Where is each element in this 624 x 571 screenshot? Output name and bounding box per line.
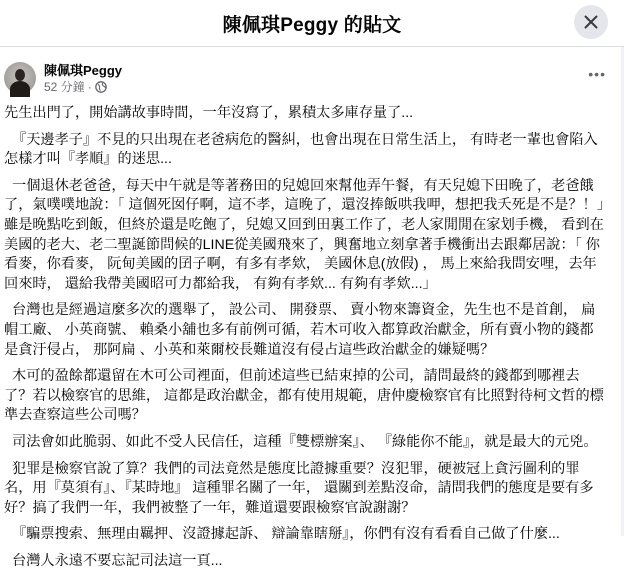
author-name-link[interactable]: 陳佩琪Peggy: [44, 62, 123, 78]
more-icon: •••: [588, 66, 606, 82]
post-paragraph: 『騙票搜索、無理由羈押、沒證據起訴、 辯論靠瞎掰』，你們有沒有看看自己做了什麼...: [12, 526, 560, 543]
post-paragraph: 一個退休老爸爸，每天中午就是等著務田的兒媳回來幫他弄午餐，有天兒媳下田晚了，老爸餓了，氣噗噗地說：「 這個死囡仔啊，這不孝，這晚了，還沒捧飯哄我呷，想把我夭死是不是？！」雖是晚點吃到飯，但終於還是吃飽了，兒媳又回到田裏工作了，老人家閒閒在家划手機， 看到在美國的老大、老二聖誕節問候的LINE從美國飛來了，興奮地立刻拿著手機衝出去跟鄰居說：「 你看麥，你看麥， 阮甸美國的囝子啊，有多有孝欸， 美國休息(放假) ， 馬上來給我問安哩，去年回來時， 還給我帶美國昭可力都給我， 有夠有孝欸... 有夠有孝欸...」: [4, 177, 604, 292]
dialog-header: [0, 0, 624, 47]
post-paragraph: 木可的盈餘都還留在木可公司裡面，但前述這些已結束掉的公司，請問最終的錢都到哪裡去了？若以檢察官的思維， 這都是政治獻金，都有使用規範，唐仲慶檢察官有比照對待柯文哲的標準去查察這些公司嗎？: [4, 368, 604, 424]
post-header: [0, 47, 624, 99]
author-block: [44, 62, 122, 95]
avatar[interactable]: [4, 62, 36, 94]
more-options-button[interactable]: [588, 66, 606, 82]
post-paragraph: 『天邊孝子』不見的只出現在老爸病危的醫糾，也會出現在日常生活上， 有時老一輩也會陷入怎樣才叫『孝順』的迷思...: [4, 131, 598, 168]
post-body: [0, 99, 624, 571]
globe-icon[interactable]: [95, 81, 107, 93]
post-timestamp[interactable]: 52 分鐘: [44, 79, 85, 94]
post-paragraph: 犯罪是檢察官說了算？我們的司法竟然是態度比證據重要？沒犯罪，硬被冠上貪污圖利的罪名，用『莫須有』、『某時地』 這種罪名關了一年， 還關到差點沒命，請問我們的態度是要有多好？搞了我們一年，我們被整了一年，難道還要跟檢察官說謝謝？: [4, 460, 594, 516]
post-paragraph: 台灣也是經過這麼多次的選舉了， 設公司、 開發票、 賣小物來籌資金，先生也不是首創， 扁帽工廠、 小英商號、 賴桑小舖也多有前例可循，若木可收入都算政治獻金，所有賣小物的錢都是貪汙侵占， 那阿扁 、小英和萊爾校長難道沒有侵占這些政治獻金的嫌疑嗎？: [4, 302, 596, 358]
post-meta: [44, 79, 122, 95]
meta-separator: ·: [87, 79, 92, 94]
post-paragraph: 先生出門了，開始講故事時間，一年沒寫了，累積太多庫存量了...: [4, 105, 414, 121]
post-paragraph: 台灣人永遠不要忘記司法這一頁...: [12, 552, 223, 569]
dialog-title: 陳佩琪Peggy 的貼文: [222, 14, 402, 36]
close-button[interactable]: [574, 5, 608, 39]
post-paragraph: 司法會如此脆弱、如此不受人民信任，這種『雙標辦案』、 『綠能你不能』，就是最大的元兇。: [12, 433, 598, 450]
close-icon: [584, 15, 598, 29]
